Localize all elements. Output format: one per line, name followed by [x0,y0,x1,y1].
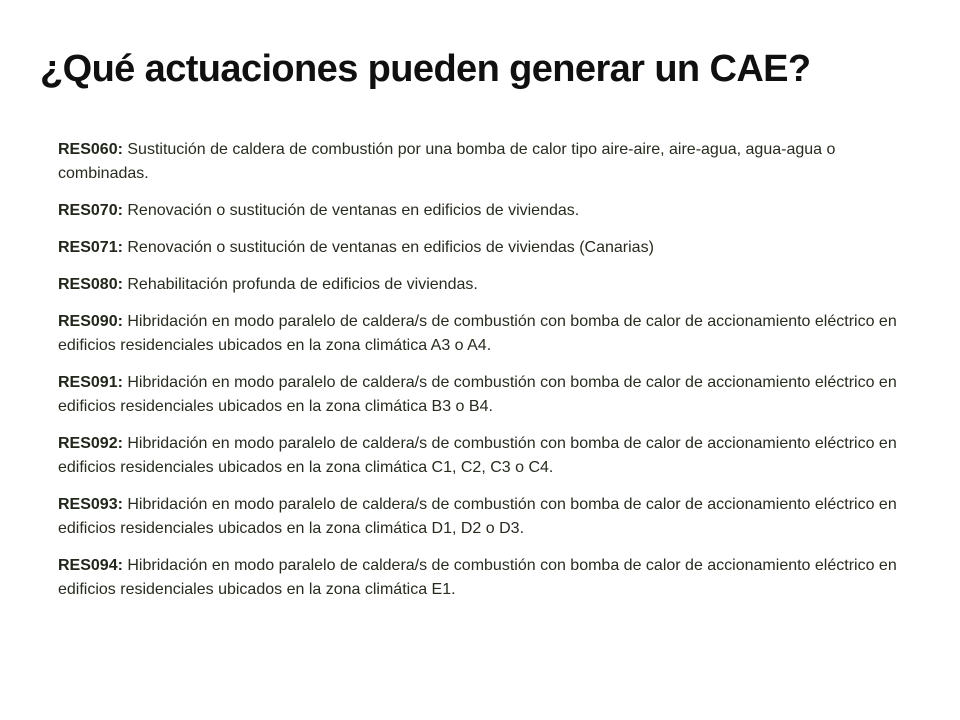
item-text: Hibridación en modo paralelo de caldera/s de combustión con bomba de calor de accionamiento eléctrico en edificios residenciales ubicados en la zona climática C1, C2, C3 o C4. [58,435,897,476]
list-item [58,432,906,480]
item-text: Hibridación en modo paralelo de caldera/s de combustión con bomba de calor de accionamiento eléctrico en edificios residenciales ubicados en la zona climática D1, D2 o D3. [58,496,897,537]
item-code: RES070: [58,202,123,219]
list-item [58,310,906,358]
item-text: Rehabilitación profunda de edificios de viviendas. [127,276,478,293]
item-code: RES071: [58,239,123,256]
item-code: RES060: [58,141,123,158]
item-code: RES093: [58,496,123,513]
list-item [58,493,906,541]
item-code: RES091: [58,374,123,391]
list-item [58,199,906,223]
actions-list [58,138,906,615]
item-text: Renovación o sustitución de ventanas en edificios de viviendas. [127,202,580,219]
list-item [58,138,906,186]
item-text: Renovación o sustitución de ventanas en edificios de viviendas (Canarias) [127,239,654,256]
item-code: RES094: [58,557,123,574]
list-item [58,371,906,419]
item-text: Hibridación en modo paralelo de caldera/s de combustión con bomba de calor de accionamiento eléctrico en edificios residenciales ubicados en la zona climática E1. [58,557,897,598]
page-title: ¿Qué actuaciones pueden generar un CAE? [40,48,811,90]
item-text: Hibridación en modo paralelo de caldera/s de combustión con bomba de calor de accionamiento eléctrico en edificios residenciales ubicados en la zona climática A3 o A4. [58,313,897,354]
item-code: RES092: [58,435,123,452]
item-text: Sustitución de caldera de combustión por una bomba de calor tipo aire-aire, aire-agua, agua-agua o combinadas. [58,141,836,182]
list-item [58,236,906,260]
list-item [58,554,906,602]
list-item [58,273,906,297]
item-code: RES090: [58,313,123,330]
item-code: RES080: [58,276,123,293]
item-text: Hibridación en modo paralelo de caldera/s de combustión con bomba de calor de accionamiento eléctrico en edificios residenciales ubicados en la zona climática B3 o B4. [58,374,897,415]
